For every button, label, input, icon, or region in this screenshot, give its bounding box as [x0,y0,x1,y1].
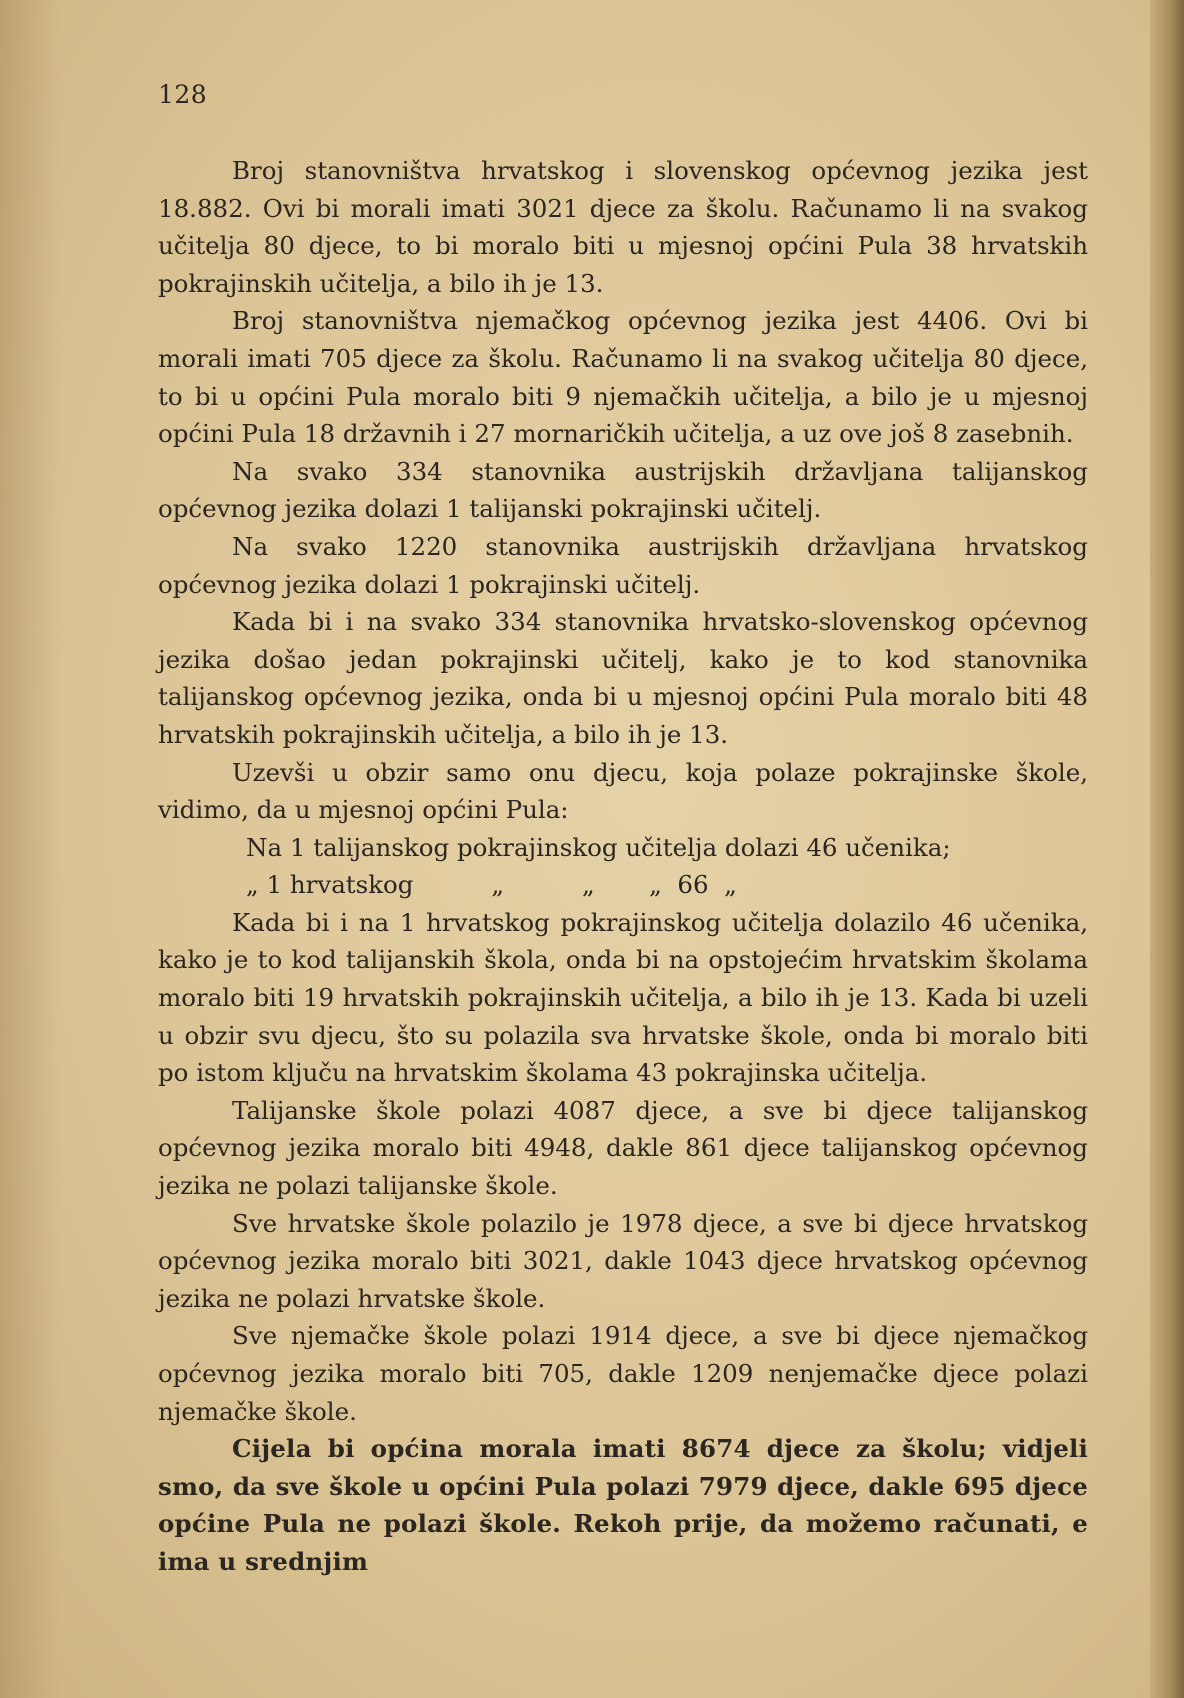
paragraph: Uzevši u obzir samo onu djecu, koja polaze pokrajinske škole, vidimo, da u mjesnoj općini Pula: [158,757,1088,825]
paragraph: Broj stanovništva njemačkog općevnog jezika jest 4406. Ovi bi morali imati 705 djece za školu. Računamo li na svakog učitelja 80 djece, to bi u općini Pula moralo biti 9 njemačkih učitelja, a bilo je u mjesnoj općini Pula 18 državnih i 27 mornaričkih učitelja, a uz ove još 8 zasebnih. [158,306,1088,449]
bold-paragraph: Cijela bi općina morala imati 8674 djece za školu; vidjeli smo, da sve škole u općini Pula polazi 7979 djece, dakle 695 djece općine Pula ne polazi škole. Rekoh prije, da možemo računati, e ima u srednjim [158,1434,1088,1576]
body-text [158,152,1088,1581]
paragraph: Broj stanovništva hrvatskog i slovenskog općevnog jezika jest 18.882. Ovi bi morali imati 3021 djece za školu. Računamo li na svakog učitelja 80 djece, to bi moralo biti u mjesnoj općini Pula 38 hrvatskih pokrajinskih učitelja, a bilo ih je 13. [158,156,1088,298]
page-number: 128 [158,80,208,109]
page-edge [1150,0,1184,1698]
paragraph: Kada bi i na svako 334 stanovnika hrvatsko-slovenskog općevnog jezika došao jedan pokrajinski učitelj, kako je to kod stanovnika talijanskog općevnog jezika, onda bi u mjesnoj općini Pula moralo biti 48 hrvatskih pokrajinskih učitelja, a bilo ih je 13. [158,607,1088,749]
paragraph: Kada bi i na 1 hrvatskog pokrajinskog učitelja dolazilo 46 učenika, kako je to kod talijanskih škola, onda bi na opstojećim hrvatskim školama moralo biti 19 hrvatskih pokrajinskih učitelja, a bilo ih je 13. Kada bi uzeli u obzir svu djecu, što su polazila sva hrvatske škole, onda bi moralo biti po istom ključu na hrvatskim školama 43 pokrajinska učitelja. [158,907,1088,1088]
paragraph: Talijanske škole polazi 4087 djece, a sve bi djece talijanskog općevnog jezika moralo biti 4948, dakle 861 djece talijanskog općevnog jezika ne polazi talijanske škole. [158,1095,1088,1201]
paragraph: Sve njemačke škole polazi 1914 djece, a sve bi djece njemačkog općevnog jezika moralo biti 705, dakle 1209 nenjemačke djece polazi njemačke škole. [158,1321,1088,1426]
comparison-line: „ 1 hrvatskog „ „ „ 66 „ [246,870,737,900]
comparison-line: Na 1 talijanskog pokrajinskog učitelja dolazi 46 učenika; [246,832,951,862]
page-fold-shadow [0,0,60,1698]
paragraph: Sve hrvatske škole polazilo je 1978 djece, a sve bi djece hrvatskog općevnog jezika moralo biti 3021, dakle 1043 djece hrvatskog općevnog jezika ne polazi hrvatske škole. [158,1208,1088,1313]
paragraph: Na svako 1220 stanovnika austrijskih državljana hrvatskog općevnog jezika dolazi 1 pokrajinski učitelj. [158,531,1088,599]
paragraph: Na svako 334 stanovnika austrijskih državljana talijanskog općevnog jezika dolazi 1 talijanski pokrajinski učitelj. [158,456,1088,524]
